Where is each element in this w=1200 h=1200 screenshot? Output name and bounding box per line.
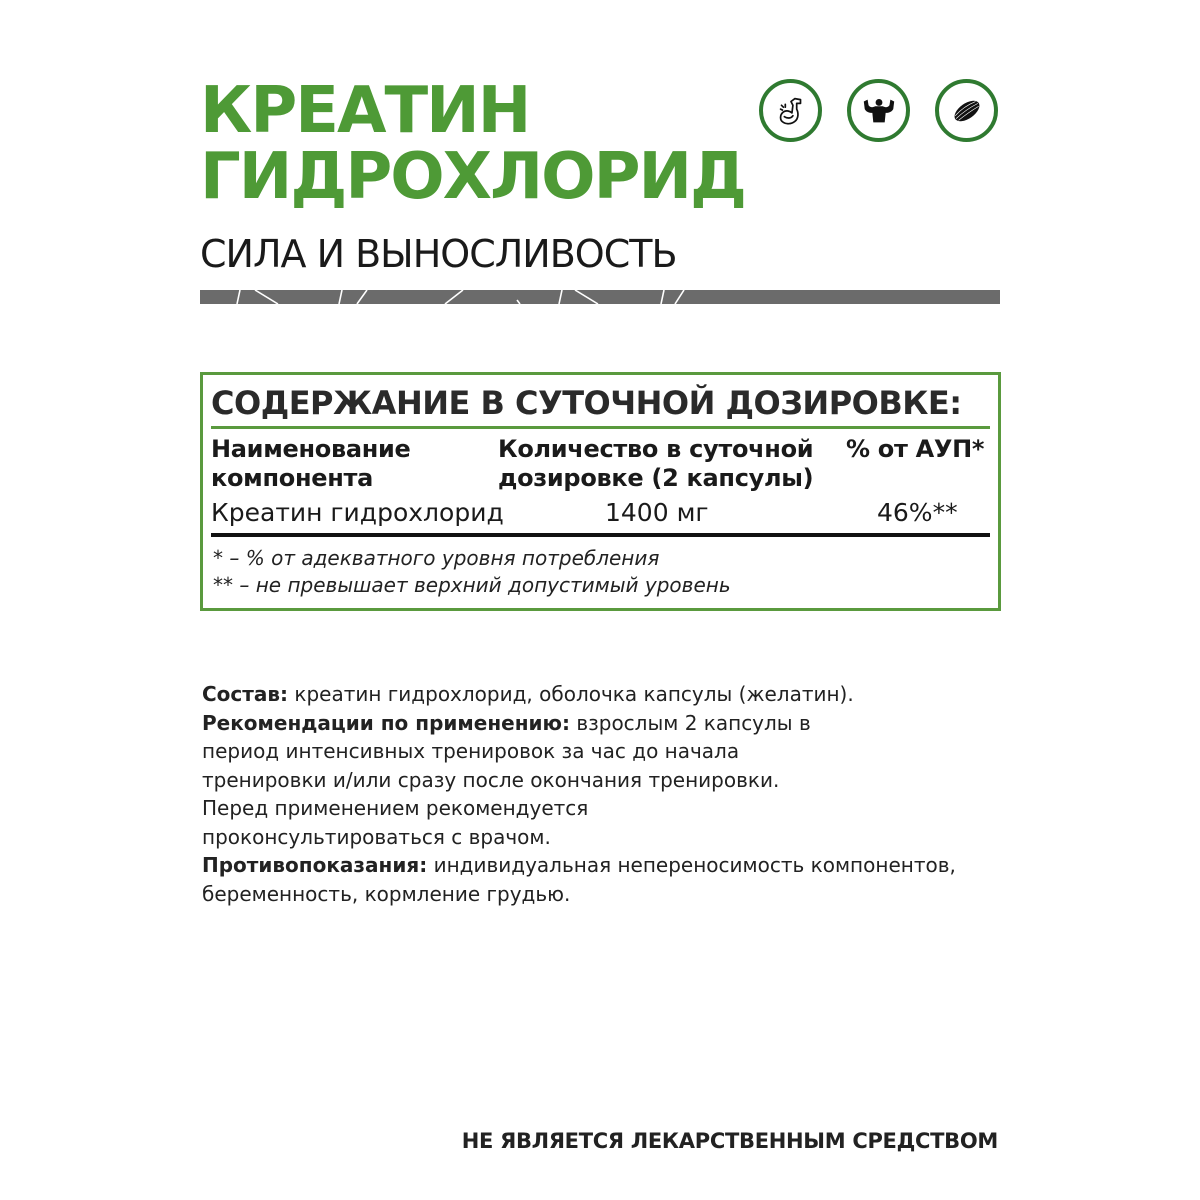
table-bottom-divider (211, 533, 990, 537)
bodybuilder-icon (847, 79, 910, 142)
column-header-line: % от АУП* (846, 435, 985, 463)
column-header-line: дозировке (2 капсулы) (498, 464, 814, 492)
column-header-percent (846, 435, 984, 464)
footnote-1: * – % от адекватного уровня потребления (213, 546, 660, 570)
contraindications-text: индивидуальная непереносимость компонентов, беременность, кормление грудью. (202, 853, 956, 906)
product-info (202, 680, 1002, 908)
usage-paragraph (202, 709, 812, 852)
composition-paragraph (202, 680, 1002, 709)
flexed-bicep-icon (759, 79, 822, 142)
column-header-line: компонента (211, 464, 374, 492)
contraindications-label: Противопоказания: (202, 853, 428, 877)
footnote-2: ** – не превышает верхний допустимый уровень (213, 573, 731, 597)
usage-label: Рекомендации по применению: (202, 710, 570, 735)
decorative-stripe (200, 290, 1000, 304)
row-component-name: Креатин гидрохлорид (211, 498, 504, 527)
product-title (200, 74, 746, 214)
usage-text: взрослым 2 капсулы в период интенсивных тренировок за час до начала тренировки и/или сразу после окончания тренировки. Перед применением рекомендуется проконсультироваться с врачом. (202, 710, 811, 849)
column-header-line: Количество в суточной (498, 435, 814, 463)
benefit-icons (759, 79, 998, 142)
product-title-line2: ГИДРОХЛОРИД (200, 140, 746, 214)
row-component-amount: 1400 мг (605, 498, 709, 527)
composition-label: Состав: (202, 682, 289, 706)
product-subtitle: СИЛА И ВЫНОСЛИВОСТЬ (200, 232, 677, 276)
table-title-divider (211, 426, 990, 429)
column-header-component (211, 435, 411, 493)
contraindications-paragraph (202, 851, 962, 908)
not-a-medicine-disclaimer: НЕ ЯВЛЯЕТСЯ ЛЕКАРСТВЕННЫМ СРЕДСТВОМ (461, 1129, 998, 1153)
column-header-amount (498, 435, 813, 493)
table-title: СОДЕРЖАНИЕ В СУТОЧНОЙ ДОЗИРОВКЕ: (211, 384, 962, 422)
row-component-percent: 46%** (877, 498, 958, 527)
composition-text: креатин гидрохлорид, оболочка капсулы (желатин). (288, 682, 854, 706)
column-header-line: Наименование (211, 435, 411, 463)
muscle-fiber-icon (935, 79, 998, 142)
product-title-line1: КРЕАТИН (200, 74, 530, 148)
daily-dose-table (200, 372, 1001, 611)
